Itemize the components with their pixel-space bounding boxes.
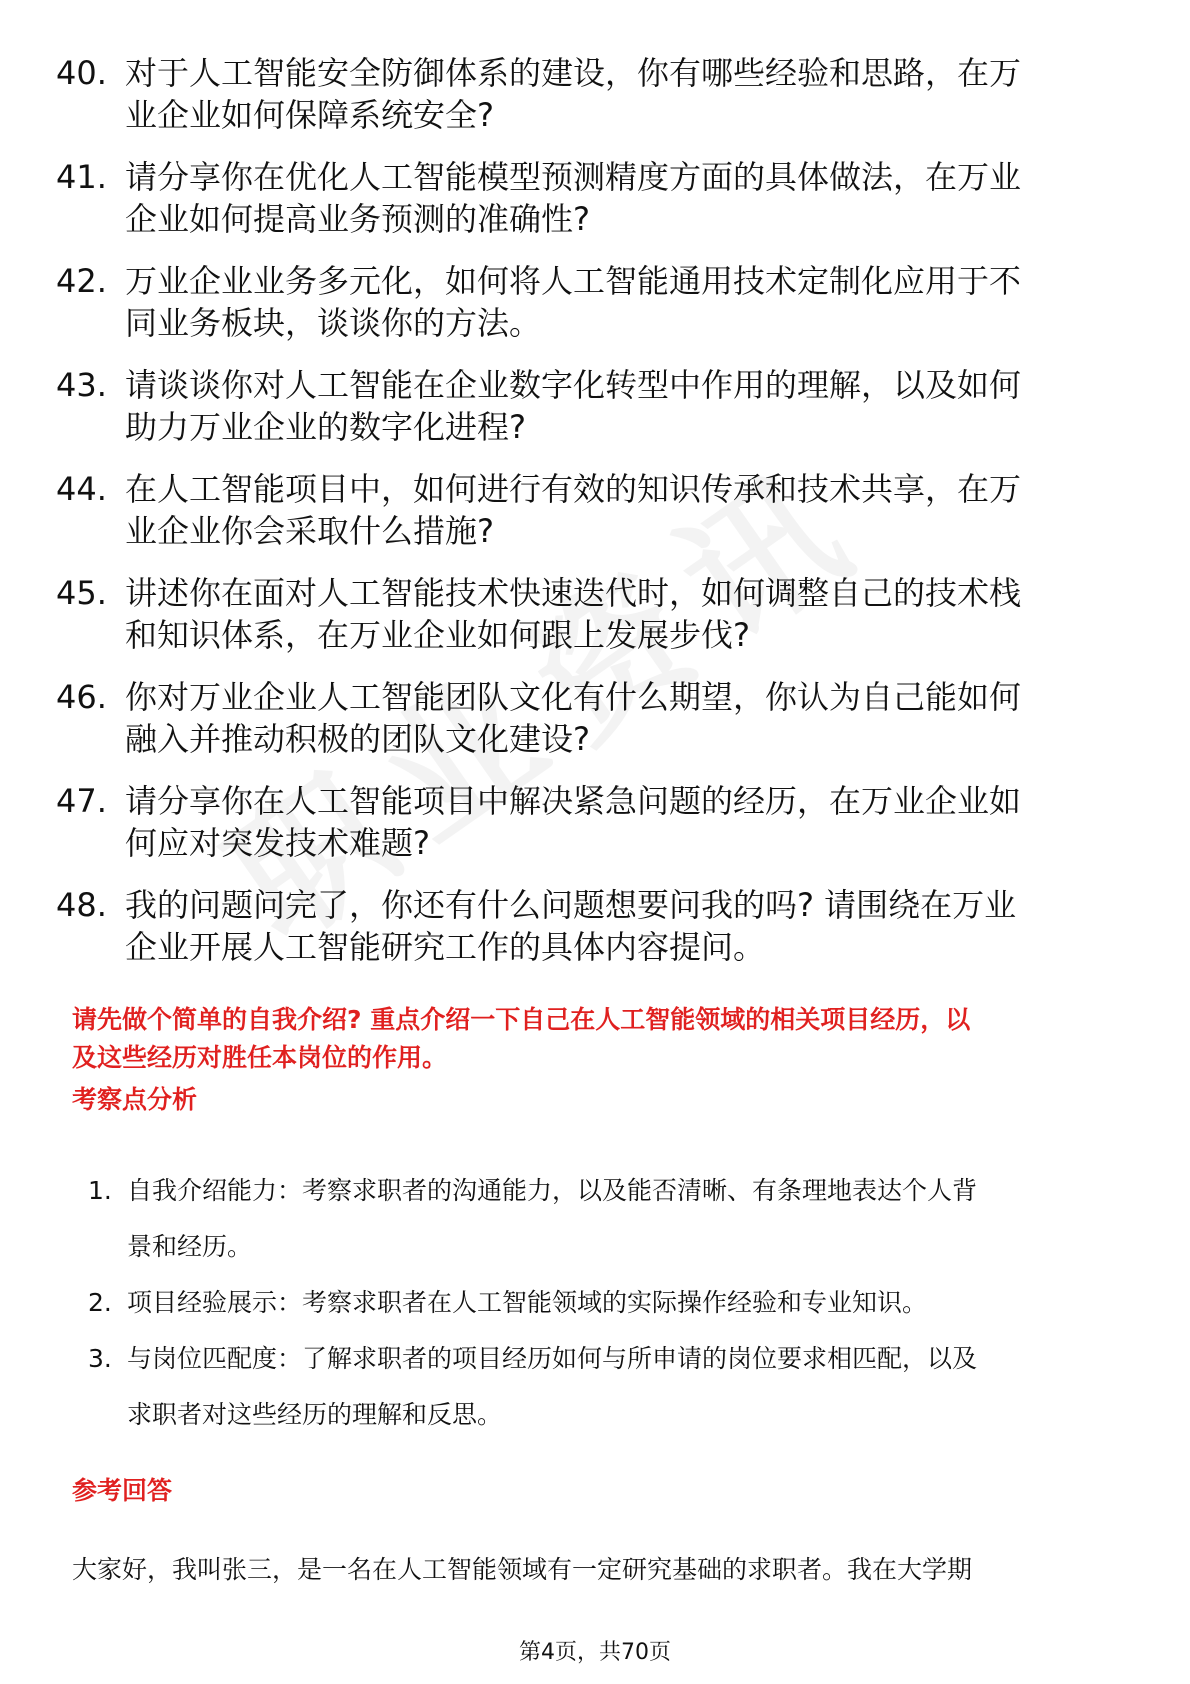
list-item	[56, 156, 1136, 240]
main-question: 请先做个简单的自我介绍? 重点介绍一下自己在人工智能领域的相关项目经历，以 及这些经历对胜任本岗位的作用。	[72, 1005, 971, 1072]
item-text: 自我介绍能力：考察求职者的沟通能力，以及能否清晰、有条理地表达个人背 景和经历。	[127, 1176, 978, 1261]
item-number: 2.	[88, 1288, 112, 1317]
list-item	[72, 1163, 1132, 1275]
list-item	[56, 572, 1136, 656]
page-footer: 第4页，共70页	[519, 1640, 671, 1665]
question-number: 42.	[56, 262, 107, 300]
list-item	[56, 52, 1136, 136]
question-number: 45.	[56, 574, 107, 612]
question-number: 46.	[56, 678, 107, 716]
question-number: 40.	[56, 54, 107, 92]
item-number: 1.	[88, 1176, 112, 1205]
question-text: 讲述你在面对人工智能技术快速迭代时，如何调整自己的技术栈 和知识体系，在万业企业如何跟上发展步伐?	[125, 574, 1022, 654]
list-item	[56, 884, 1136, 968]
list-item	[56, 676, 1136, 760]
question-text: 万业企业业务多元化，如何将人工智能通用技术定制化应用于不 同业务板块，谈谈你的方法。	[125, 262, 1022, 342]
question-number: 41.	[56, 158, 107, 196]
answer-text: 大家好，我叫张三，是一名在人工智能领域有一定研究基础的求职者。我在大学期	[72, 1555, 973, 1584]
question-text: 对于人工智能安全防御体系的建设，你有哪些经验和思路，在万 业企业如何保障系统安全?	[125, 54, 1022, 134]
question-text: 请谈谈你对人工智能在企业数字化转型中作用的理解，以及如何 助力万业企业的数字化进程?	[125, 366, 1022, 446]
question-number: 44.	[56, 470, 107, 508]
question-number: 47.	[56, 782, 107, 820]
question-text: 我的问题问完了，你还有什么问题想要问我的吗? 请围绕在万业 企业开展人工智能研究工作的具体内容提问。	[125, 886, 1017, 966]
question-text: 请分享你在人工智能项目中解决紧急问题的经历，在万业企业如 何应对突发技术难题?	[125, 782, 1022, 862]
list-item	[56, 468, 1136, 552]
question-text: 请分享你在优化人工智能模型预测精度方面的具体做法，在万业 企业如何提高业务预测的准确性?	[125, 158, 1022, 238]
question-text: 在人工智能项目中，如何进行有效的知识传承和技术共享，在万 业企业你会采取什么措施?	[125, 470, 1022, 550]
analysis-title: 考察点分析	[72, 1085, 198, 1114]
question-number: 43.	[56, 366, 107, 404]
item-text: 与岗位匹配度：了解求职者的项目经历如何与所申请的岗位要求相匹配，以及 求职者对这些经历的理解和反思。	[127, 1344, 978, 1429]
item-number: 3.	[88, 1344, 112, 1373]
list-item	[56, 364, 1136, 448]
question-text: 你对万业企业人工智能团队文化有什么期望，你认为自己能如何 融入并推动积极的团队文化建设?	[125, 678, 1022, 758]
analysis-list	[72, 1163, 1132, 1443]
list-item	[56, 780, 1136, 864]
item-text: 项目经验展示：考察求职者在人工智能领域的实际操作经验和专业知识。	[127, 1288, 928, 1317]
question-number: 48.	[56, 886, 107, 924]
question-list	[56, 52, 1136, 988]
list-item	[72, 1331, 1132, 1443]
list-item	[56, 260, 1136, 344]
list-item	[72, 1275, 1132, 1331]
answer-title: 参考回答	[72, 1476, 173, 1505]
